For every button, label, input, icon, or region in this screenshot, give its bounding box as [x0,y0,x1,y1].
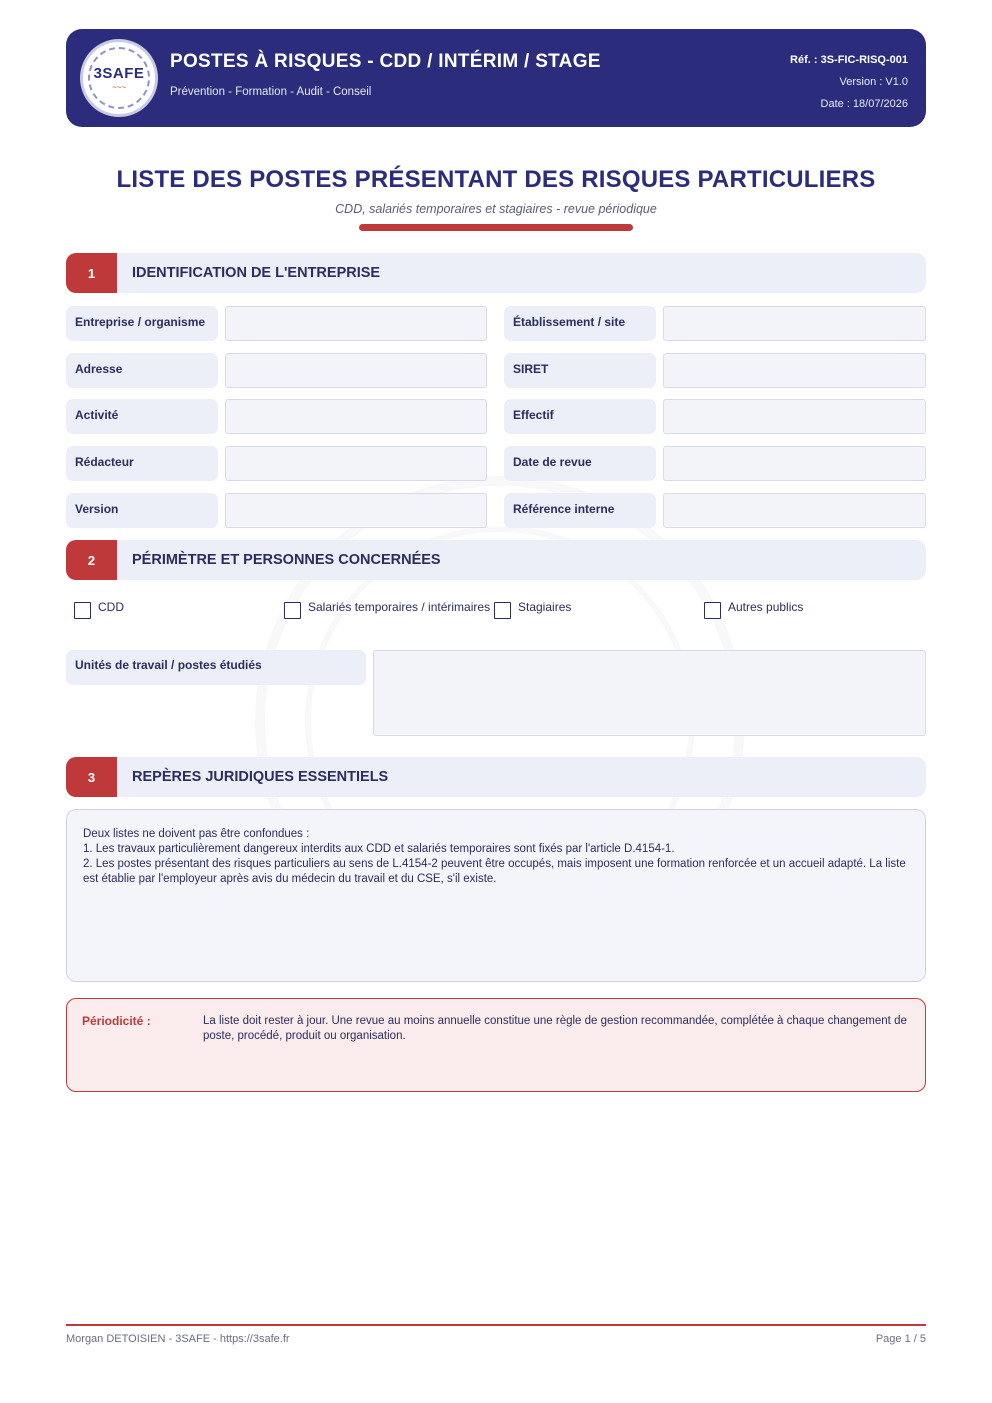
checkbox-box[interactable] [74,602,91,619]
field-label-etablissement: Établissement / site [504,306,656,341]
units-textarea[interactable] [373,650,926,736]
field-label-effectif: Effectif [504,399,656,434]
section-number: 2 [66,540,117,580]
field-label-entreprise: Entreprise / organisme [66,306,218,341]
logo-text: 3SAFE [93,64,145,82]
date-revue-field[interactable] [663,446,926,481]
field-label-reference-interne: Référence interne [504,493,656,528]
periodicity-callout [66,998,926,1092]
checkbox-label: Salariés temporaires / intérimaires [308,599,491,614]
checkbox-box[interactable] [704,602,721,619]
field-label-siret: SIRET [504,353,656,388]
checkbox-box[interactable] [284,602,301,619]
checkbox-cdd[interactable] [74,598,124,618]
title-underline [359,224,633,231]
adresse-field[interactable] [225,353,487,388]
footer-author: Morgan DETOISIEN - 3SAFE - https://3safe.fr [66,1333,290,1345]
siret-field[interactable] [663,353,926,388]
etablissement-field[interactable] [663,306,926,341]
checkbox-autres-publics[interactable] [704,598,803,618]
company-logo [80,39,158,117]
section-title: IDENTIFICATION DE L'ENTREPRISE [132,265,381,281]
page-subtitle: CDD, salariés temporaires et stagiaires - revue périodique [335,202,657,216]
section-title: PÉRIMÈTRE ET PERSONNES CONCERNÉES [132,552,441,568]
entreprise-field[interactable] [225,306,487,341]
effectif-field[interactable] [663,399,926,434]
page-number: Page 1 / 5 [875,1333,926,1345]
legal-intro: Deux listes ne doivent pas être confondues : [83,828,310,840]
section-header-juridique [66,757,926,797]
version-field[interactable] [225,493,487,528]
checkbox-label: CDD [98,599,124,614]
field-label-adresse: Adresse [66,353,218,388]
checkbox-stagiaires[interactable] [494,598,571,618]
checkbox-label: Autres publics [728,599,804,614]
header-subtitle: Prévention - Formation - Audit - Conseil [170,86,372,98]
document-date: Date : 18/07/2026 [820,98,908,110]
section-header-identification [66,253,926,293]
units-label: Unités de travail / postes étudiés [66,650,366,685]
field-label-date-revue: Date de revue [504,446,656,481]
section-title: REPÈRES JURIDIQUES ESSENTIELS [132,769,389,785]
header-title: POSTES À RISQUES - CDD / INTÉRIM / STAGE [170,51,601,72]
document-reference: Réf. : 3S-FIC-RISQ-001 [790,54,908,66]
section-number: 3 [66,757,117,797]
section-header-perimetre [66,540,926,580]
field-label-activite: Activité [66,399,218,434]
reference-interne-field[interactable] [663,493,926,528]
field-label-version: Version [66,493,218,528]
activite-field[interactable] [225,399,487,434]
legal-references-box [66,809,926,982]
section-number: 1 [66,253,117,293]
footer-divider [66,1324,926,1326]
legal-item-1: 1. Les travaux particulièrement dangereux interdits aux CDD et salariés temporaires sont fixés par l'article D.4154-1. [83,843,675,855]
periodicity-label: Périodicité : [82,1014,151,1028]
field-label-redacteur: Rédacteur [66,446,218,481]
checkbox-label: Stagiaires [518,599,572,614]
legal-item-2: 2. Les postes présentant des risques particuliers au sens de L.4154-2 peuvent être occupés, mais imposent une formation renforcée et un accueil adapté. La liste est établie par l'employeur après avis du médecin du travail et du CSE, s'il existe. [83,858,906,885]
document-version: Version : V1.0 [839,76,908,88]
checkbox-box[interactable] [494,602,511,619]
periodicity-text: La liste doit rester à jour. Une revue au moins annuelle constitue une règle de gestion recommandée, complétée à chaque changement de poste, procédé, produit ou organisation. [203,1015,907,1042]
logo-script: ~~~ [111,82,126,92]
checkbox-interimaires[interactable] [284,598,490,618]
header-meta [790,49,908,115]
redacteur-field[interactable] [225,446,487,481]
page-title: LISTE DES POSTES PRÉSENTANT DES RISQUES PARTICULIERS [116,166,876,193]
document-header [66,29,926,127]
